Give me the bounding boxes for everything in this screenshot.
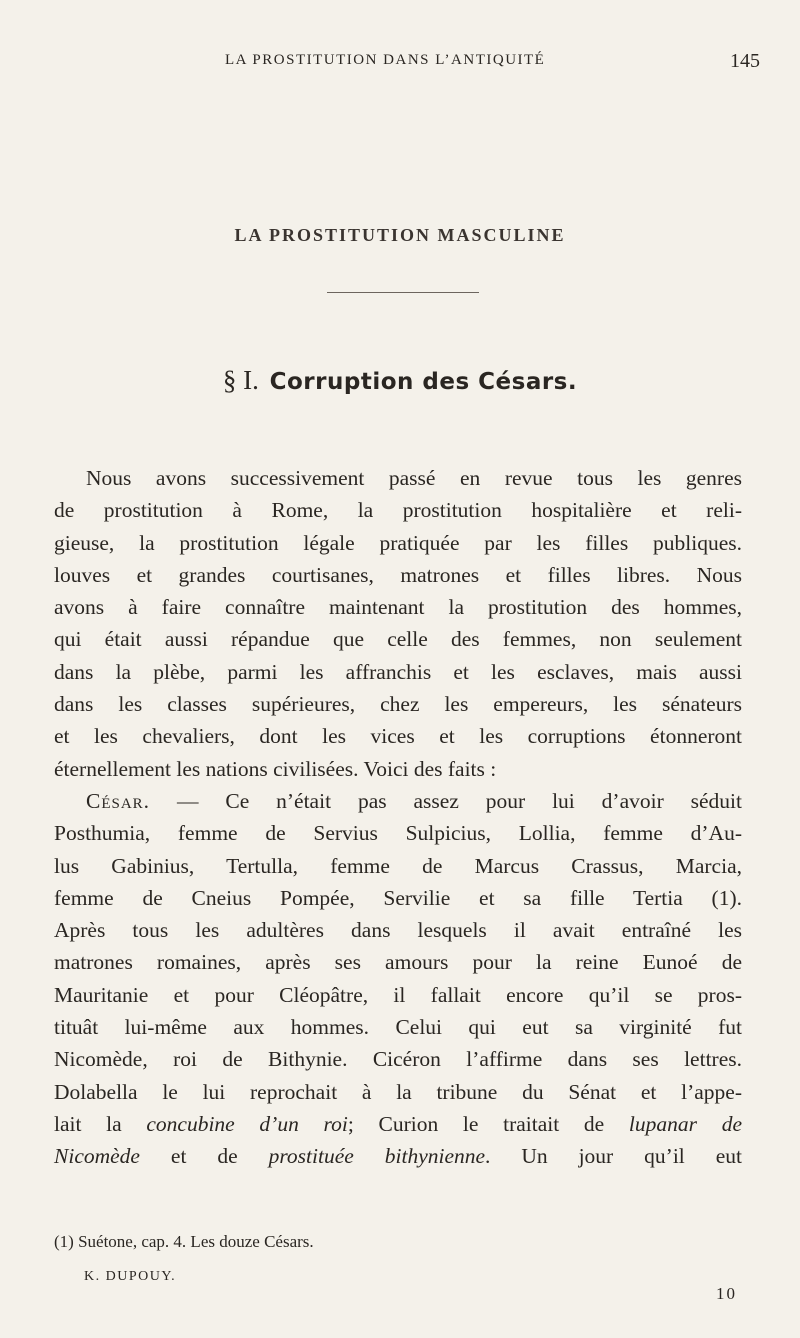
text-line: lus Gabinius, Tertulla, femme de Marcus Crassus, Marcia, bbox=[54, 853, 742, 878]
text-line: dans les classes supérieures, chez les empereurs, les sénateurs bbox=[54, 692, 742, 717]
page-number: 145 bbox=[730, 50, 760, 72]
paragraph-intro bbox=[54, 462, 742, 785]
text-fragment: lait la bbox=[54, 1111, 147, 1136]
text-line bbox=[54, 1140, 742, 1172]
title-divider bbox=[327, 292, 479, 293]
text-line: tituât lui-même aux hommes. Celui qui eut sa virginité fut bbox=[54, 1015, 742, 1040]
italic-text: Nicomède bbox=[54, 1144, 140, 1169]
printer-signature: K. DUPOUY. bbox=[84, 1269, 177, 1284]
text-line: Nicomède, roi de Bithynie. Cicéron l’affirme dans ses lettres. bbox=[54, 1047, 742, 1072]
text-line: et les chevaliers, dont les vices et les corruptions étonneront bbox=[54, 724, 742, 749]
paragraph-cesar bbox=[54, 785, 742, 1173]
text-line: qui était aussi répandue que celle des femmes, non seulement bbox=[54, 627, 742, 652]
text-fragment: . Un jour qu’il eut bbox=[485, 1144, 742, 1169]
section-symbol: § bbox=[222, 365, 237, 395]
text-fragment: ; Curion le traitait de bbox=[347, 1111, 629, 1136]
text-line: éternellement les nations civilisées. Voici des faits : bbox=[54, 756, 497, 781]
section-number: I. bbox=[243, 365, 259, 395]
text-line bbox=[54, 785, 742, 817]
running-head-title: LA PROSTITUTION DANS L’ANTIQUITÉ bbox=[225, 52, 546, 68]
text-line: matrones romaines, après ses amours pour la reine Eunoé de bbox=[54, 950, 742, 975]
text-line: avons à faire connaître maintenant la prostitution des hommes, bbox=[54, 595, 742, 620]
text-line: louves et grandes courtisanes, matrones et filles libres. Nous bbox=[54, 562, 742, 587]
chapter-title: LA PROSTITUTION MASCULINE bbox=[234, 225, 566, 245]
section-title: Corruption des Césars. bbox=[269, 369, 578, 395]
text-line bbox=[54, 1108, 742, 1140]
text-line: gieuse, la prostitution légale pratiquée par les filles publiques. bbox=[54, 530, 742, 555]
text-line: femme de Cneius Pompée, Servilie et sa fille Tertia (1). bbox=[54, 885, 742, 910]
body-text bbox=[54, 462, 742, 1173]
name-cesar: César. bbox=[86, 788, 151, 813]
text-line: dans la plèbe, parmi les affranchis et les esclaves, mais aussi bbox=[54, 659, 742, 684]
text-line: Dolabella le lui reprochait à la tribune du Sénat et l’appe- bbox=[54, 1079, 742, 1104]
text-line: Mauritanie et pour Cléopâtre, il fallait encore qu’il se pros- bbox=[54, 982, 742, 1007]
text-line: Après tous les adultères dans lesquels il avait entraîné les bbox=[54, 918, 742, 943]
italic-text: concubine d’un roi bbox=[146, 1111, 348, 1136]
text-fragment: et de bbox=[139, 1144, 269, 1169]
text-line: Nous avons successivement passé en revue tous les genres bbox=[86, 466, 742, 490]
italic-text: lupanar de bbox=[628, 1111, 742, 1136]
text-line: Posthumia, femme de Servius Sulpicius, Lollia, femme d’Au- bbox=[54, 821, 742, 846]
sheet-number: 10 bbox=[716, 1284, 737, 1303]
section-heading bbox=[0, 365, 800, 396]
text-fragment: — Ce n’était pas assez pour lui d’avoir séduit bbox=[150, 788, 742, 813]
text-line: de prostitution à Rome, la prostitution hospitalière et reli- bbox=[54, 498, 742, 523]
italic-text: prostituée bithynienne bbox=[268, 1144, 486, 1169]
footnote: (1) Suétone, cap. 4. Les douze Césars. bbox=[54, 1232, 314, 1251]
